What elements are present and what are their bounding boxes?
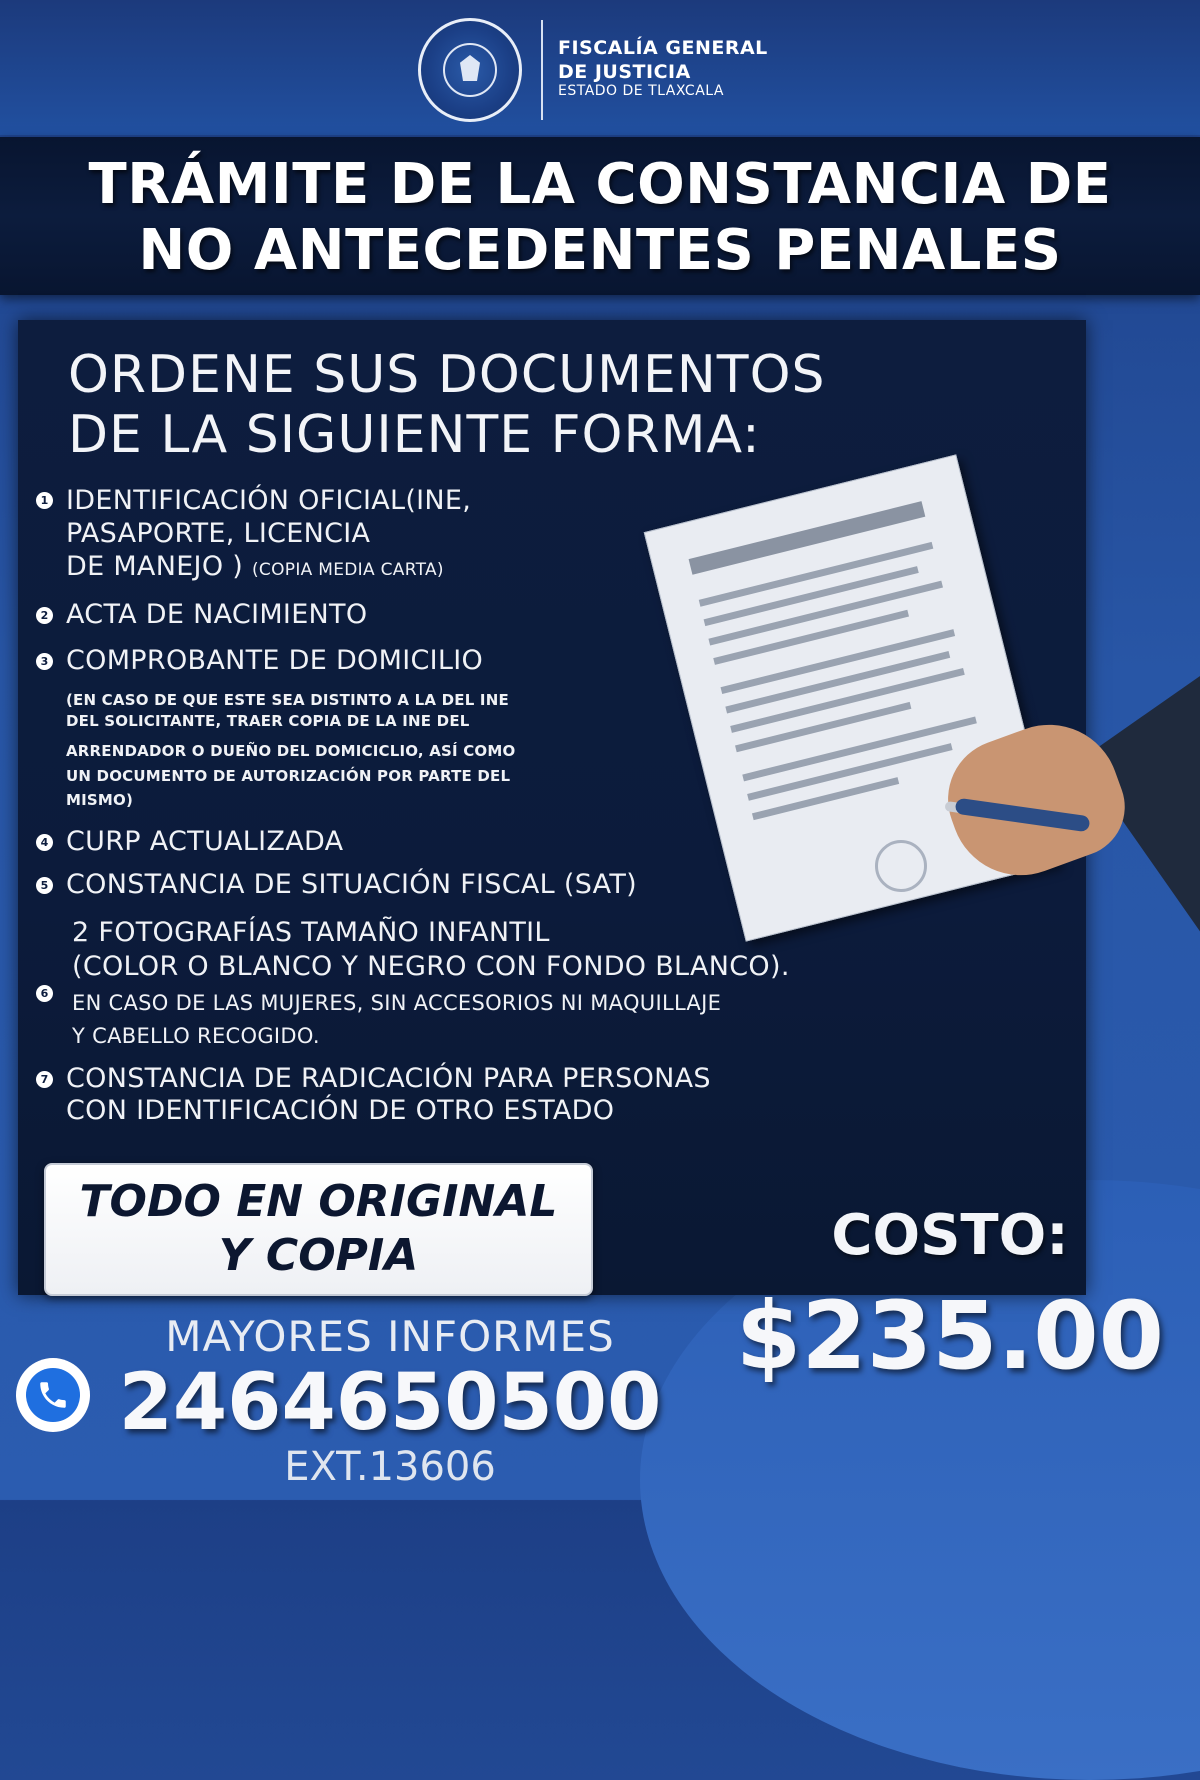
contact-label: MAYORES INFORMES — [165, 1312, 615, 1361]
phone-handset-glyph — [36, 1378, 70, 1412]
item-4-line1: CURP ACTUALIZADA — [66, 826, 344, 857]
item-3-detail: MISMO) — [66, 791, 134, 809]
org-name — [558, 36, 768, 84]
item-7-line2: CON IDENTIFICACIÓN DE OTRO ESTADO — [66, 1095, 615, 1126]
org-name-line2: DE JUSTICIA — [558, 61, 691, 83]
page-title-line1: TRÁMITE DE LA CONSTANCIA DE — [88, 152, 1112, 217]
item-4-number: 4 — [36, 834, 53, 851]
stamp-icon — [875, 840, 927, 892]
item-3-line1: COMPROBANTE DE DOMICILIO — [66, 645, 484, 676]
contact-extension: EXT.13606 — [284, 1444, 496, 1490]
item-1-note: (COPIA MEDIA CARTA) — [251, 560, 444, 580]
instructions-heading-line1: ORDENE SUS DOCUMENTOS — [68, 345, 826, 405]
item-2-line1: ACTA DE NACIMIENTO — [66, 599, 368, 630]
item-3-detail: ARRENDADOR O DUEÑO DEL DOMICICLIO, ASÍ COMO — [66, 742, 516, 760]
item-1-line3-text: DE MANEJO ) — [66, 551, 244, 582]
item-6-line1: 2 FOTOGRAFÍAS TAMAÑO INFANTIL — [72, 917, 550, 948]
original-copy-line2: Y COPIA — [218, 1230, 419, 1281]
item-5-line1: CONSTANCIA DE SITUACIÓN FISCAL (SAT) — [66, 869, 637, 900]
item-1-number: 1 — [36, 492, 53, 509]
page-title-line2: NO ANTECEDENTES PENALES — [138, 218, 1062, 283]
original-copy-line1: TODO EN ORIGINAL — [79, 1176, 558, 1227]
item-7-line1: CONSTANCIA DE RADICACIÓN PARA PERSONAS — [66, 1063, 711, 1094]
item-1-line1: IDENTIFICACIÓN OFICIAL(INE, — [66, 485, 472, 516]
item-5-number: 5 — [36, 877, 53, 894]
fgj-seal-logo — [418, 18, 522, 122]
item-7-number: 7 — [36, 1071, 53, 1088]
cost-amount: $235.00 — [735, 1282, 1165, 1391]
item-3-number: 3 — [36, 653, 53, 670]
item-3-detail: DEL SOLICITANTE, TRAER COPIA DE LA INE DEL — [66, 712, 470, 730]
item-1-line3 — [66, 551, 444, 586]
header-divider — [541, 20, 543, 120]
phone-icon[interactable] — [16, 1358, 90, 1432]
item-1-line2: PASAPORTE, LICENCIA — [66, 518, 371, 549]
contact-phone-number[interactable]: 2464650500 — [118, 1358, 662, 1448]
item-6-line2: (COLOR O BLANCO Y NEGRO CON FONDO BLANCO). — [72, 951, 790, 982]
item-6-number: 6 — [36, 985, 53, 1002]
cost-label: COSTO: — [831, 1203, 1069, 1268]
item-6-line3: EN CASO DE LAS MUJERES, SIN ACCESORIOS NI MAQUILLAJE — [72, 991, 722, 1015]
item-3-detail: UN DOCUMENTO DE AUTORIZACIÓN POR PARTE DEL — [66, 767, 511, 785]
item-2-number: 2 — [36, 607, 53, 624]
org-name-line1: FISCALÍA GENERAL — [558, 37, 768, 59]
item-3-detail: (EN CASO DE QUE ESTE SEA DISTINTO A LA DEL INE — [66, 691, 509, 709]
instructions-heading-line2: DE LA SIGUIENTE FORMA: — [68, 405, 761, 465]
item-6-line4: Y CABELLO RECOGIDO. — [72, 1024, 320, 1048]
org-state: ESTADO DE TLAXCALA — [558, 83, 724, 99]
